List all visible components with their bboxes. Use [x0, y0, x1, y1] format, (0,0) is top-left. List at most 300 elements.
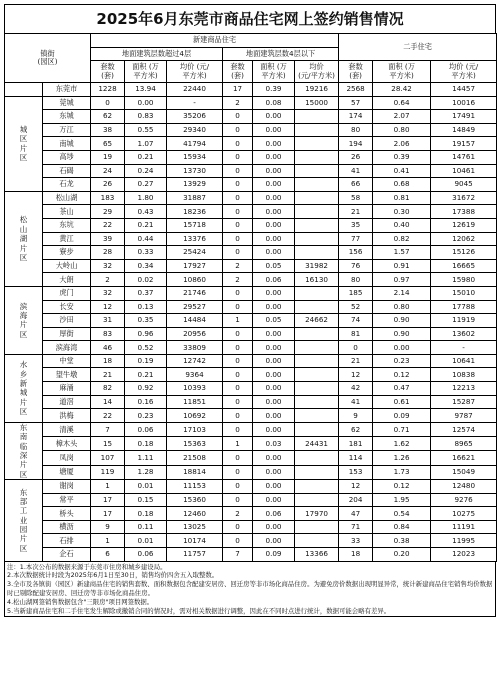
table-cell: 52 [339, 300, 373, 314]
table-cell: 0 [223, 534, 253, 548]
table-cell: 0.15 [125, 493, 167, 507]
table-cell: 183 [91, 191, 125, 205]
table-cell: 12619 [431, 218, 497, 232]
table-cell: 57 [339, 96, 373, 110]
table-cell: 0.24 [125, 164, 167, 178]
table-cell: 0 [223, 382, 253, 396]
table-cell: 0.00 [253, 137, 295, 151]
total-cell: 0.39 [253, 83, 295, 97]
table-cell: 0.91 [373, 259, 431, 273]
table-cell: 7 [91, 422, 125, 436]
table-cell: 0.38 [373, 534, 431, 548]
table-cell: 15980 [431, 273, 497, 287]
region-label: 松 山 湖 片 区 [5, 191, 43, 286]
header-price: 均价 (元/ 平方米) [167, 61, 223, 83]
table-cell: 0.00 [253, 422, 295, 436]
table-cell: 12574 [431, 422, 497, 436]
table-cell [295, 232, 339, 246]
table-cell: 0.44 [125, 232, 167, 246]
table-row [5, 232, 497, 246]
table-cell: 6 [91, 548, 125, 562]
table-cell: 0.84 [373, 520, 431, 534]
table-row [5, 534, 497, 548]
table-cell: 0.21 [125, 368, 167, 382]
table-cell: 0.21 [125, 218, 167, 232]
notes [4, 562, 496, 618]
town-name: 东城 [43, 110, 91, 124]
town-name: 大朗 [43, 273, 91, 287]
table-row [5, 178, 497, 192]
note-line: 2.本次数据统计时段为2025年6月1日至30日，销售均价四舍五入取整数。 [7, 571, 219, 580]
table-cell [295, 218, 339, 232]
table-row [5, 548, 497, 562]
table-cell: 15934 [167, 150, 223, 164]
table-cell: 19 [91, 150, 125, 164]
table-row [5, 368, 497, 382]
table-row [5, 150, 497, 164]
table-cell: 0.52 [125, 341, 167, 355]
table-cell: 0 [223, 137, 253, 151]
table-cell: 0 [223, 368, 253, 382]
table-row [5, 314, 497, 328]
table-cell: 20956 [167, 327, 223, 341]
table-cell: 35206 [167, 110, 223, 124]
table-cell: 0.35 [125, 314, 167, 328]
table-cell: 62 [339, 422, 373, 436]
region-label: 水 乡 新 城 片 区 [5, 354, 43, 422]
header-price-below: 均价 (元/平方米) [295, 61, 339, 83]
table-cell: 12742 [167, 354, 223, 368]
table-cell: 14484 [167, 314, 223, 328]
table-cell: 0.96 [125, 327, 167, 341]
table-row [5, 273, 497, 287]
table-cell: 15360 [167, 493, 223, 507]
table-cell: 0 [223, 354, 253, 368]
table-cell: 0.00 [253, 164, 295, 178]
table-cell: 0.00 [253, 493, 295, 507]
table-cell: 0 [223, 341, 253, 355]
note-line: 5.当新建商品住宅和二手住宅发生解除或撤销合同的情况时，需对相关数据进行调整，因此在不同时点进行统计，数据可能会略有差异。 [7, 606, 391, 615]
table-cell: 204 [339, 493, 373, 507]
table-cell: 65 [91, 137, 125, 151]
table-cell: 11995 [431, 534, 497, 548]
table-cell: 81 [339, 327, 373, 341]
table-cell: 10692 [167, 409, 223, 423]
table-cell: 15718 [167, 218, 223, 232]
table-cell: 9045 [431, 178, 497, 192]
table-cell: 31887 [167, 191, 223, 205]
table-cell: 18 [339, 548, 373, 562]
table-cell: 0.12 [373, 480, 431, 494]
table-row [5, 123, 497, 137]
table-cell: 9276 [431, 493, 497, 507]
table-cell: 9 [339, 409, 373, 423]
table-cell: 26 [339, 150, 373, 164]
town-name: 桥头 [43, 507, 91, 521]
table-cell: 1.28 [125, 465, 167, 479]
table-cell: 0.00 [253, 534, 295, 548]
table-cell: 31982 [295, 259, 339, 273]
table-cell: 0.00 [253, 110, 295, 124]
page-title: 2025年6月东莞市商品住宅网上签约销售情况 [4, 4, 496, 33]
table-cell: 0.47 [373, 382, 431, 396]
table-cell: 174 [339, 110, 373, 124]
table-cell: 0.01 [125, 480, 167, 494]
header-area: 面积 (万 平方米) [373, 61, 431, 83]
total-cell: 13.94 [125, 83, 167, 97]
table-cell: 14849 [431, 123, 497, 137]
table-cell: 14761 [431, 150, 497, 164]
table-cell: 0.81 [373, 191, 431, 205]
table-cell: 0.02 [125, 273, 167, 287]
table-cell: 12062 [431, 232, 497, 246]
table-cell: 31672 [431, 191, 497, 205]
table-cell: 15049 [431, 465, 497, 479]
table-cell [295, 480, 339, 494]
town-name: 横沥 [43, 520, 91, 534]
header-count: 套数 (套) [223, 61, 253, 83]
header-new-housing: 新建商品住宅 [91, 34, 339, 48]
table-row [5, 327, 497, 341]
table-cell [295, 368, 339, 382]
table-cell: 77 [339, 232, 373, 246]
table-cell: 74 [339, 314, 373, 328]
table-cell: 13929 [167, 178, 223, 192]
table-row [5, 96, 497, 110]
table-cell: 12213 [431, 382, 497, 396]
table-cell: 0.80 [373, 300, 431, 314]
table-cell: 24662 [295, 314, 339, 328]
table-row [5, 246, 497, 260]
table-cell: 0.00 [253, 395, 295, 409]
table-cell: 21 [339, 354, 373, 368]
table-row [5, 422, 497, 436]
table-row [5, 218, 497, 232]
table-cell [295, 300, 339, 314]
table-cell: 24431 [295, 437, 339, 451]
table-row [5, 480, 497, 494]
town-name: 松山湖 [43, 191, 91, 205]
table-cell: 17 [91, 507, 125, 521]
table-body [5, 83, 497, 562]
town-name: 樟木头 [43, 437, 91, 451]
table-cell: 80 [339, 273, 373, 287]
table-cell: 32 [91, 259, 125, 273]
table-cell: 19157 [431, 137, 497, 151]
town-name: 南城 [43, 137, 91, 151]
table-cell: 2.07 [373, 110, 431, 124]
sales-table [4, 33, 497, 562]
table-cell: 0.40 [373, 218, 431, 232]
table-cell: 0.54 [373, 507, 431, 521]
table-cell: 0.06 [253, 273, 295, 287]
town-name: 凤岗 [43, 451, 91, 465]
table-cell: 0.00 [253, 409, 295, 423]
table-cell [295, 286, 339, 300]
table-cell: 15287 [431, 395, 497, 409]
table-cell: 0.20 [373, 548, 431, 562]
table-cell: 12480 [431, 480, 497, 494]
table-cell: 71 [339, 520, 373, 534]
table-cell: 17103 [167, 422, 223, 436]
town-name: 大岭山 [43, 259, 91, 273]
town-name: 茶山 [43, 205, 91, 219]
table-cell: 2 [223, 273, 253, 287]
table-cell: 0.68 [373, 178, 431, 192]
table-cell: 31 [91, 314, 125, 328]
table-cell [295, 164, 339, 178]
table-cell [295, 451, 339, 465]
town-name: 麻涌 [43, 382, 91, 396]
table-cell: 0.64 [373, 96, 431, 110]
table-cell: 41794 [167, 137, 223, 151]
table-cell: 10393 [167, 382, 223, 396]
table-cell: 0.90 [373, 314, 431, 328]
table-cell: 18814 [167, 465, 223, 479]
table-cell: 2 [223, 259, 253, 273]
table-cell: 0 [223, 191, 253, 205]
table-cell: 25424 [167, 246, 223, 260]
table-cell: 29527 [167, 300, 223, 314]
table-cell: 2 [223, 507, 253, 521]
table-cell: 10860 [167, 273, 223, 287]
table-cell: 13366 [295, 548, 339, 562]
table-cell: 0.01 [125, 534, 167, 548]
table-cell: 194 [339, 137, 373, 151]
table-cell: 11919 [431, 314, 497, 328]
table-cell: 0.23 [125, 409, 167, 423]
table-cell: 10174 [167, 534, 223, 548]
table-cell: - [431, 341, 497, 355]
table-cell: 15010 [431, 286, 497, 300]
table-cell: 17927 [167, 259, 223, 273]
town-name: 望牛墩 [43, 368, 91, 382]
table-cell: 21508 [167, 451, 223, 465]
table-cell: 119 [91, 465, 125, 479]
table-cell: 0.06 [125, 422, 167, 436]
table-cell: 41 [339, 164, 373, 178]
table-cell: 0.82 [373, 232, 431, 246]
table-cell: 0.00 [253, 205, 295, 219]
table-cell: 29340 [167, 123, 223, 137]
table-cell: 10275 [431, 507, 497, 521]
table-cell [295, 191, 339, 205]
town-name: 长安 [43, 300, 91, 314]
region-label: 东 部 工 业 园 片 区 [5, 480, 43, 562]
table-cell [295, 123, 339, 137]
table-cell: 0.09 [253, 548, 295, 562]
total-cell: 17 [223, 83, 253, 97]
table-cell: 114 [339, 451, 373, 465]
town-name: 企石 [43, 548, 91, 562]
table-cell: 156 [339, 246, 373, 260]
table-cell: 0.00 [253, 327, 295, 341]
table-row [5, 137, 497, 151]
town-name: 沙田 [43, 314, 91, 328]
table-cell: 0.90 [373, 327, 431, 341]
table-cell: 0.00 [253, 368, 295, 382]
table-cell: 0.37 [125, 286, 167, 300]
table-row [5, 409, 497, 423]
table-cell: 0.83 [125, 110, 167, 124]
table-cell: 0 [339, 341, 373, 355]
table-row [5, 110, 497, 124]
table-cell: 0.08 [253, 96, 295, 110]
table-cell [295, 110, 339, 124]
table-cell: 11757 [167, 548, 223, 562]
table-cell: 0.23 [373, 354, 431, 368]
table-row [5, 191, 497, 205]
table-cell: 80 [339, 123, 373, 137]
header-count: 套数 (套) [91, 61, 125, 83]
total-cell: 2568 [339, 83, 373, 97]
town-name: 道滘 [43, 395, 91, 409]
table-cell: 10461 [431, 164, 497, 178]
table-cell: 0 [223, 218, 253, 232]
table-cell: 0 [223, 110, 253, 124]
table-cell: 0 [223, 409, 253, 423]
table-cell: 0.05 [253, 259, 295, 273]
total-cell: 28.42 [373, 83, 431, 97]
table-row [5, 493, 497, 507]
total-cell: 1228 [91, 83, 125, 97]
table-cell: 0.30 [373, 205, 431, 219]
header-area: 面积 (万 平方米) [253, 61, 295, 83]
table-cell: 0.00 [253, 465, 295, 479]
table-cell: 0.19 [125, 354, 167, 368]
table-cell: 41 [339, 395, 373, 409]
table-cell: 14 [91, 395, 125, 409]
table-cell: 0.00 [373, 341, 431, 355]
table-cell: 13730 [167, 164, 223, 178]
region-label: 城 区 片 区 [5, 96, 43, 191]
table-cell: 107 [91, 451, 125, 465]
table-cell: 32 [91, 286, 125, 300]
table-cell [295, 520, 339, 534]
table-cell: 42 [339, 382, 373, 396]
table-cell: 24 [91, 164, 125, 178]
table-cell: 17970 [295, 507, 339, 521]
report-page [4, 0, 496, 617]
town-name: 厚街 [43, 327, 91, 341]
table-cell: 0 [223, 232, 253, 246]
table-cell: 181 [339, 437, 373, 451]
town-name: 塘厦 [43, 465, 91, 479]
table-cell: 0.00 [253, 480, 295, 494]
table-cell: 16130 [295, 273, 339, 287]
table-cell: 0 [223, 164, 253, 178]
table-row [5, 507, 497, 521]
table-cell: 2.14 [373, 286, 431, 300]
town-name: 黄江 [43, 232, 91, 246]
table-cell: 0.92 [125, 382, 167, 396]
table-cell: 0.06 [125, 548, 167, 562]
table-cell: 83 [91, 327, 125, 341]
header-town: 镇街 (园区) [5, 34, 91, 83]
table-cell: 1.80 [125, 191, 167, 205]
table-row [5, 465, 497, 479]
table-row [5, 164, 497, 178]
table-cell: 0.71 [373, 422, 431, 436]
town-name: 万江 [43, 123, 91, 137]
table-cell [295, 534, 339, 548]
total-cell: 东莞市 [43, 83, 91, 97]
table-cell: 0.18 [125, 507, 167, 521]
table-cell [295, 422, 339, 436]
table-cell: 0 [223, 178, 253, 192]
header-below4: 地面建筑层数4层以下 [223, 48, 339, 61]
town-name: 虎门 [43, 286, 91, 300]
table-cell: 66 [339, 178, 373, 192]
table-cell [295, 395, 339, 409]
table-cell: 11153 [167, 480, 223, 494]
table-cell: 12023 [431, 548, 497, 562]
town-name: 石碣 [43, 164, 91, 178]
table-cell: 0.00 [253, 218, 295, 232]
town-name: 中堂 [43, 354, 91, 368]
table-cell: 9787 [431, 409, 497, 423]
note-line: 3.全市及各镇街（园区）新建商品住宅的销售套数、面积数据包含配建安居房、回迁房等非市场化商品住房。为避免房价数据出现明显异常，统计新建商品住宅销售均价数据时已剔除配建安居房、回迁房等非市场化商品住房。 [7, 580, 493, 598]
table-cell: 0.00 [253, 246, 295, 260]
table-cell: 0 [91, 96, 125, 110]
header-area: 面积 (万 平方米) [125, 61, 167, 83]
table-cell: 0.00 [253, 191, 295, 205]
town-name: 东坑 [43, 218, 91, 232]
note-line: 4.松山湖网签销售数据包含"三限房"项目网签数据。 [7, 597, 154, 606]
table-cell: 12 [339, 480, 373, 494]
table-row [5, 520, 497, 534]
table-cell [295, 178, 339, 192]
table-cell: 13025 [167, 520, 223, 534]
table-cell: 16621 [431, 451, 497, 465]
table-cell: 28 [91, 246, 125, 260]
table-cell: 0 [223, 465, 253, 479]
table-cell: 0.00 [253, 150, 295, 164]
table-cell: 0.12 [373, 368, 431, 382]
table-cell: 10641 [431, 354, 497, 368]
table-cell: 10016 [431, 96, 497, 110]
table-cell: 0.00 [253, 354, 295, 368]
region-label: 滨 海 片 区 [5, 286, 43, 354]
table-cell: 0.97 [373, 273, 431, 287]
table-cell: 0.00 [253, 178, 295, 192]
table-cell: 7 [223, 548, 253, 562]
table-cell [295, 409, 339, 423]
table-cell: 185 [339, 286, 373, 300]
table-cell: 0 [223, 422, 253, 436]
town-name: 高埗 [43, 150, 91, 164]
table-cell: 0.21 [125, 150, 167, 164]
table-cell: 0.00 [253, 382, 295, 396]
table-cell: 0.05 [253, 314, 295, 328]
table-cell: 0 [223, 327, 253, 341]
table-row [5, 451, 497, 465]
table-cell: 0 [223, 300, 253, 314]
table-cell: 18 [91, 354, 125, 368]
table-cell: 39 [91, 232, 125, 246]
table-cell: 0.11 [125, 520, 167, 534]
table-cell [295, 382, 339, 396]
table-cell [295, 341, 339, 355]
table-cell: 22 [91, 218, 125, 232]
table-cell [295, 465, 339, 479]
town-name: 莞城 [43, 96, 91, 110]
table-row [5, 205, 497, 219]
table-cell: 17388 [431, 205, 497, 219]
table-cell: 21 [91, 368, 125, 382]
table-cell: 33 [339, 534, 373, 548]
table-cell: 0.41 [373, 164, 431, 178]
